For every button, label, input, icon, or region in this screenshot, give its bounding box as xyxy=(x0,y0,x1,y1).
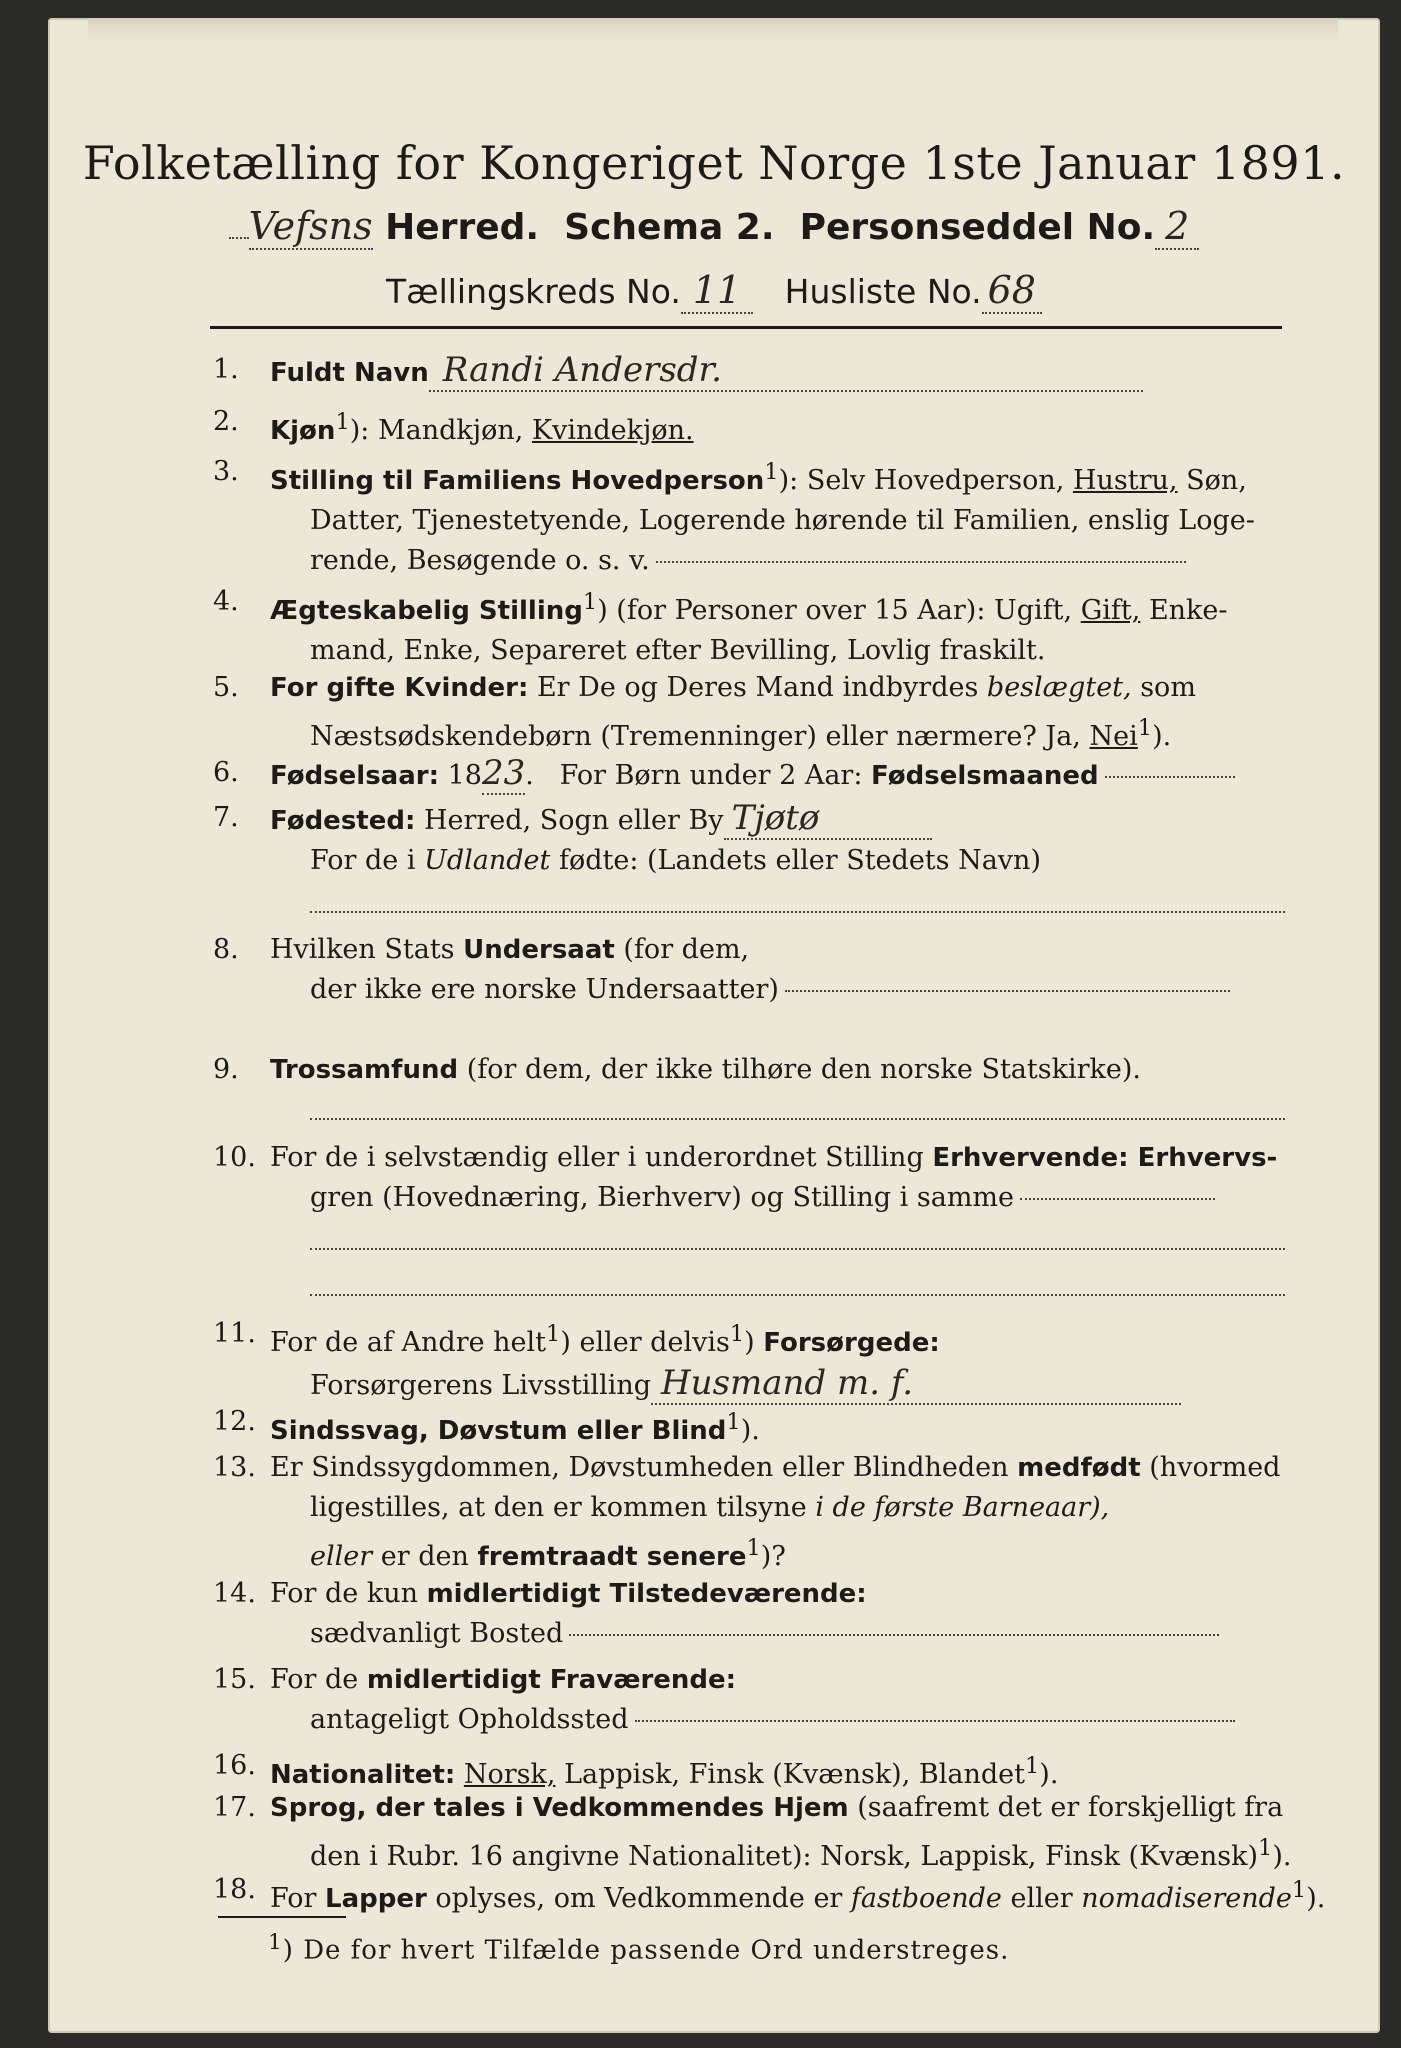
header-rule xyxy=(210,326,1282,329)
item-number: 8. xyxy=(213,934,239,965)
punct: ). xyxy=(1039,1759,1059,1790)
item-number: 2. xyxy=(213,406,239,437)
medfodt-line3: er den xyxy=(380,1541,469,1572)
forsorger-value: Husmand m. f. xyxy=(651,1363,1181,1405)
kjon-label: Kjøn xyxy=(270,416,336,446)
undersaat-label: Undersaat xyxy=(463,935,615,965)
stilling-hustru: Hustru, xyxy=(1072,465,1178,496)
gifte-kvinder-nei: Nei xyxy=(1089,721,1138,752)
lapper-text-a: For xyxy=(270,1883,317,1914)
aegteskab-enke: Enke- xyxy=(1148,595,1228,626)
footnote-mark: 1 xyxy=(335,409,350,435)
sindssvag-label: Sindssvag, Døvstum eller Blind xyxy=(270,1416,727,1446)
stilling-fill xyxy=(656,561,1186,563)
punct: )? xyxy=(760,1541,786,1572)
gifte-kvinder-beslaegtet: beslægtet, xyxy=(986,672,1132,703)
aegteskab-line2: mand, Enke, Separeret efter Bevilling, Lovlig fraskilt. xyxy=(310,635,1046,666)
footnote-rule xyxy=(218,1916,346,1918)
erhverv-blank-line-2 xyxy=(310,1294,1285,1296)
kjon-mandkjon: ): Mandkjøn, xyxy=(349,415,524,446)
census-form-sheet: Folketælling for Kongeriget Norge 1ste Januar 1891. Vefsns Herred. Schema 2. Personseddel No. 2 Tællingskreds No. 11 Husliste No. 68 1. Fuldt Navn Randi Andersdr. 2. Kjøn$^1$): Mandkjøn, Kvindekjøn. 3. Stilling til Familiens Hovedperson$^1$): Selv Hovedperson, Hustru, Søn, Datter, Tjenestetyende, Logerende hørende til Familien, enslig Loge- rende, Besøgende o. s. v. 4. Ægteskabelig Stilling$^1$) (for Personer over 15 Aar): Ugift, Gift, Enke- mand, Enke, Separeret efter Bevilling, Lovlig fraskilt. 5. For gifte Kvinder: Er De og Deres Mand indbyrdes beslægtet, som Næstsødskendebørn (Tremenninger) eller nærmere? Ja, Nei$^1$). 6. Fødselsaar: 1823. For Børn under 2 Aar: Fødselsmaaned 7. Fødested: Herred, Sogn eller By Tjøtø For de i Udlandet fødte: (Landets eller Stedets Navn) 8. Hvilken Stats Undersaat (for dem, der ikke ere norske Undersaatter) 9. Trossamfund (for dem, der ikke tilhøre den norske Statskirke). 10. For de i selvstændig eller i underordnet Stilling Erhvervende: Erhvervs- gren (Hovednæring, Bierhverv) og Stilling i samme 11. For de af Andre helt$^1$) eller delvis$^1$) Forsørgede: Forsørgerens Livsstilling Husmand m. f. 12. Sindssvag, Døvstum eller Blind$^1$). 13. Er Sindssygdommen, Døvstumheden eller Blindheden medfødt (hvormed ligestilles, at den er kommen tilsyne i de første Barneaar), eller er den fremtraadt senere$^1$)? 14. For de kun midlertidigt Tilstedeværende: sædvanligt Bosted 15. For de midlertidigt Fraværende: antageligt Opholdssted 16. Nationalitet: Norsk, Lappisk, Finsk (Kvænsk), Blandet$^1$). 17. Sprog, der tales i Vedkommendes Hjem (saafremt det er forskjelligt fra den i Rubr. 16 angivne Nationalitet): Norsk, Lappisk, Finsk (Kvænsk)$^1$). 18. For Lapper oplyses, om Vedkommende er fastboende eller nomadiserende$^1$). $^1$) De for hvert Tilfælde passende Ord understreges. xyxy=(48,18,1380,2033)
forsorgede-text-b: ) eller delvis xyxy=(560,1327,730,1358)
item-number: 1. xyxy=(213,354,239,385)
header-row-kreds xyxy=(48,268,1380,312)
item-number: 13. xyxy=(213,1452,256,1483)
fuldt-navn-value: Randi Andersdr. xyxy=(429,350,1143,392)
undersaat-text-a: Hvilken Stats xyxy=(270,934,455,965)
lapper-eller: eller xyxy=(1010,1883,1073,1914)
punct: ). xyxy=(1306,1883,1326,1914)
footnote-mark: 1 xyxy=(746,1535,761,1561)
stilling-label: Stilling til Familiens Hovedperson xyxy=(270,466,765,496)
fodselsmaaned-label: Fødselsmaaned xyxy=(871,761,1099,791)
erhverv-label: Erhvervende: Erhvervs- xyxy=(932,1143,1278,1173)
item-number: 10. xyxy=(213,1142,256,1173)
gifte-kvinder-som: som xyxy=(1140,672,1196,703)
item-number: 16. xyxy=(213,1750,256,1781)
fremtraadt-label: fremtraadt senere xyxy=(477,1542,747,1572)
bosted-label: sædvanligt Bosted xyxy=(310,1618,564,1649)
aegteskab-label: Ægteskabelig Stilling xyxy=(270,596,583,626)
aegteskab-text: ) (for Personer over 15 Aar): Ugift, xyxy=(597,595,1073,626)
punct: ). xyxy=(1272,1841,1292,1872)
kreds-value: 11 xyxy=(681,268,753,314)
forsorgede-text-a: For de af Andre helt xyxy=(270,1327,547,1358)
footnote-mark: 1 xyxy=(729,1321,745,1347)
nationalitet-label: Nationalitet: xyxy=(270,1760,456,1790)
stilling-line2: Datter, Tjenestetyende, Logerende hørende til Familien, enslig Loge- xyxy=(310,505,1255,536)
forsorger-label: Forsørgerens Livsstilling xyxy=(310,1370,652,1401)
erhverv-blank-line-1 xyxy=(310,1248,1285,1250)
sprog-line2: den i Rubr. 16 angivne Nationalitet): Norsk, Lappisk, Finsk (Kvænsk) xyxy=(310,1841,1259,1872)
item-number: 9. xyxy=(213,1054,239,1085)
undersaat-fill xyxy=(785,990,1230,992)
opholdssted-label: antageligt Opholdssted xyxy=(310,1704,629,1735)
undersaat-line2: der ikke ere norske Undersaatter) xyxy=(310,974,779,1005)
fodested-label: Fødested: xyxy=(270,806,416,836)
tilstede-text: For de kun xyxy=(270,1578,418,1609)
item-number: 17. xyxy=(213,1792,256,1823)
tilstede-label: midlertidigt Tilstedeværende: xyxy=(426,1579,867,1609)
fodselsmaaned-fill xyxy=(1105,776,1235,778)
paper-stain xyxy=(88,18,1338,42)
sprog-label: Sprog, der tales i Vedkommendes Hjem xyxy=(270,1793,849,1823)
item-number: 6. xyxy=(213,757,239,788)
fravaer-label: midlertidigt Fraværende: xyxy=(366,1665,737,1695)
schema-label: Schema 2. xyxy=(564,207,775,248)
fodested-text: Herred, Sogn eller By xyxy=(423,805,724,836)
lapper-label: Lapper xyxy=(325,1884,427,1914)
fodselsaar-prefix: 18 xyxy=(447,760,482,791)
lapper-nomadiserende: nomadiserende xyxy=(1081,1883,1292,1914)
medfodt-line2-a: ligestilles, at den er kommen tilsyne xyxy=(310,1492,807,1523)
footnote xyxy=(268,1930,1009,1966)
lapper-fastboende: fastboende xyxy=(850,1883,1002,1914)
forsorgede-label: Forsørgede: xyxy=(763,1328,940,1358)
kjon-kvindekjon: Kvindekjøn. xyxy=(531,415,694,446)
fodselsaar-text: For Børn under 2 Aar: xyxy=(559,760,863,791)
medfodt-line2-b: i de første Barneaar), xyxy=(815,1492,1110,1523)
footnote-mark: 1 xyxy=(268,1930,283,1955)
fodselsaar-label: Fødselsaar: xyxy=(270,761,439,791)
fodested-value: Tjøtø xyxy=(724,798,932,840)
trossamfund-label: Trossamfund xyxy=(270,1055,459,1085)
footnote-mark: 1 xyxy=(726,1409,741,1435)
fravaer-text: For de xyxy=(270,1664,359,1695)
stilling-text: ): Selv Hovedperson, xyxy=(778,465,1065,496)
herred-value: Vefsns xyxy=(248,204,373,248)
kreds-label: Tællingskreds No. xyxy=(386,272,681,311)
item-number: 18. xyxy=(213,1874,256,1905)
husliste-value: 68 xyxy=(982,268,1042,314)
item-number: 5. xyxy=(213,672,239,703)
nationalitet-norsk: Norsk, xyxy=(463,1759,556,1790)
item-number: 4. xyxy=(213,586,239,617)
footnote-mark: 1 xyxy=(546,1321,561,1347)
husliste-label: Husliste No. xyxy=(784,272,982,311)
personseddel-label: Personseddel No. xyxy=(799,207,1156,248)
footnote-mark: 1 xyxy=(582,589,598,615)
punct: ). xyxy=(1152,721,1172,752)
undersaat-text-b: (for dem, xyxy=(623,934,750,965)
footnote-mark: 1 xyxy=(764,459,779,485)
form-title: Folketælling for Kongeriget Norge 1ste Januar 1891. xyxy=(82,136,1346,190)
fodselsaar-value: 23 xyxy=(481,753,526,793)
nationalitet-text: Lappisk, Finsk (Kvænsk), Blandet xyxy=(564,1759,1025,1790)
footnote-mark: 1 xyxy=(1258,1835,1273,1861)
herred-label: Herred. xyxy=(385,207,540,248)
fuldt-navn-label: Fuldt Navn xyxy=(270,358,429,388)
fodested-udland-a: For de i xyxy=(310,845,416,876)
item-number: 3. xyxy=(213,456,239,487)
footnote-text: ) De for hvert Tilfælde passende Ord understreges. xyxy=(282,1935,1010,1966)
item-number: 11. xyxy=(213,1318,256,1349)
herred-dots xyxy=(229,237,249,239)
trossamfund-blank-line xyxy=(310,1118,1285,1120)
stilling-line3: rende, Besøgende o. s. v. xyxy=(310,545,650,576)
gifte-kvinder-line2: Næstsødskendebørn (Tremenninger) eller nærmere? Ja, xyxy=(310,721,1081,752)
bosted-fill xyxy=(569,1634,1219,1636)
item-number: 12. xyxy=(213,1406,256,1437)
erhverv-line2: gren (Hovednæring, Bierhverv) og Stilling i samme xyxy=(310,1182,1015,1213)
lapper-text-b: oplyses, om Vedkommende er xyxy=(435,1883,843,1914)
erhverv-text: For de i selvstændig eller i underordnet Stilling xyxy=(270,1142,924,1173)
header-row-herred xyxy=(48,204,1380,248)
medfodt-label: medfødt xyxy=(1017,1453,1141,1483)
footnote-mark: 1 xyxy=(1024,1753,1040,1779)
trossamfund-text: (for dem, der ikke tilhøre den norske Statskirke). xyxy=(466,1054,1141,1085)
footnote-mark: 1 xyxy=(1291,1877,1307,1903)
opholdssted-fill xyxy=(635,1720,1235,1722)
sprog-text: (saafremt det er forskjelligt fra xyxy=(857,1792,1284,1823)
medfodt-eller: eller xyxy=(310,1541,373,1572)
fodested-udlandet: Udlandet xyxy=(424,845,551,876)
item-number: 7. xyxy=(213,802,239,833)
erhverv-fill xyxy=(1020,1198,1215,1200)
punct: ). xyxy=(740,1415,760,1446)
footnote-mark: 1 xyxy=(1137,715,1153,741)
personseddel-value: 2 xyxy=(1155,204,1199,250)
gifte-kvinder-text: Er De og Deres Mand indbyrdes xyxy=(536,672,979,703)
gifte-kvinder-label: For gifte Kvinder: xyxy=(270,673,529,703)
medfodt-text-b: (hvormed xyxy=(1149,1452,1281,1483)
item-number: 15. xyxy=(213,1664,256,1695)
aegteskab-gift: Gift, xyxy=(1080,595,1141,626)
medfodt-text-a: Er Sindssygdommen, Døvstumheden eller Blindheden xyxy=(270,1452,1009,1483)
stilling-son: Søn, xyxy=(1186,465,1247,496)
fodested-blank-line xyxy=(310,911,1285,913)
fodested-udland-b: fødte: (Landets eller Stedets Navn) xyxy=(558,845,1041,876)
item-number: 14. xyxy=(213,1578,256,1609)
